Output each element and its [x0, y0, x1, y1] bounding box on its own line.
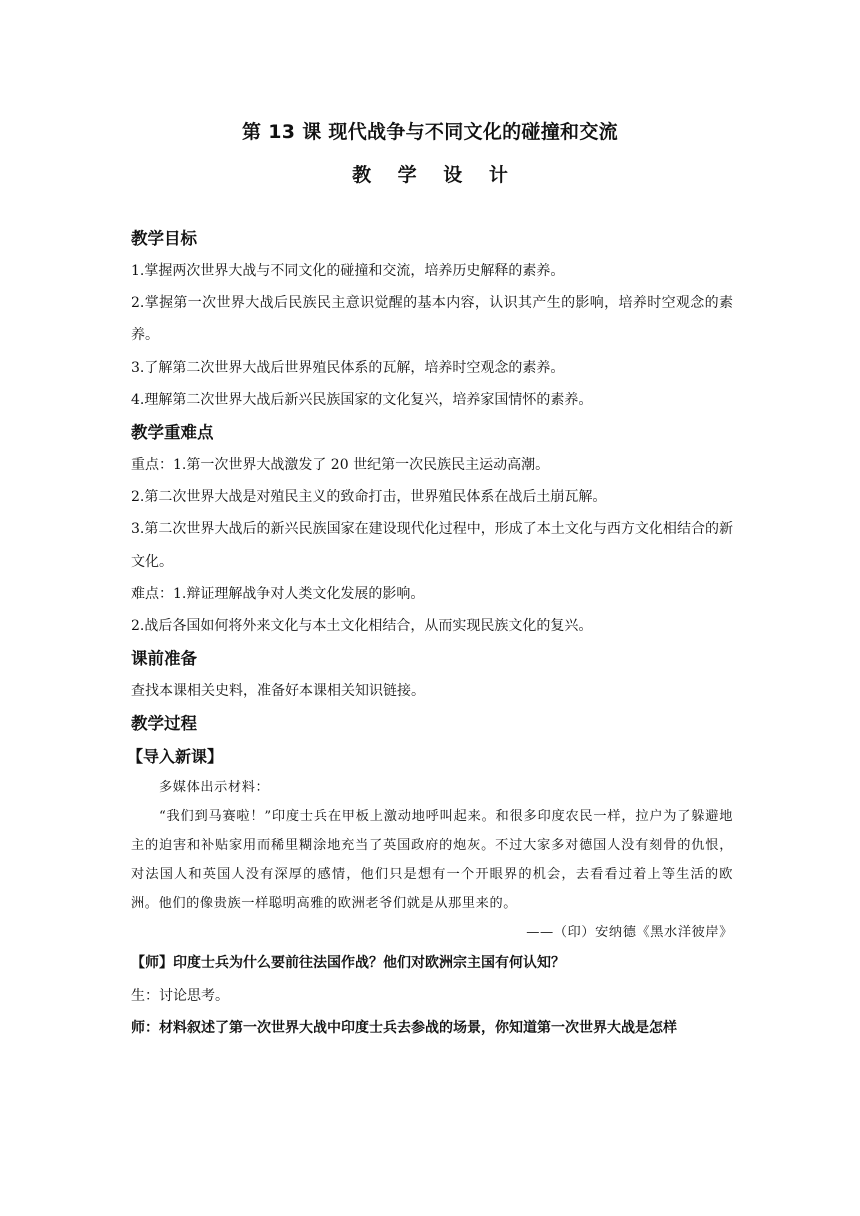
teacher-question: 【师】印度士兵为什么要前往法国作战？他们对欧洲宗主国有何认知？ — [131, 955, 565, 972]
key-point-item: 2.战后各国如何将外来文化与本土文化相结合，从而实现民族文化的复兴。 — [131, 618, 593, 635]
key-point-item: 2.第二次世界大战是对殖民主义的致命打击，世界殖民体系在战后土崩瓦解。 — [131, 489, 607, 506]
preparation-text: 查找本课相关史料，准备好本课相关知识链接。 — [131, 683, 425, 700]
preparation-heading: 课前准备 — [131, 649, 197, 669]
key-points-heading: 教学重难点 — [131, 423, 214, 443]
objectives-heading: 教学目标 — [131, 229, 197, 248]
source-quote: “我们到马赛啦！”印度士兵在甲板上激动地呼叫起来。和很多印度农民一样，拉户为了躲避地主的迫害和补贴家用而稀里糊涂地充当了英国政府的炮灰。不过大家多对德国人没有刻骨的仇恨，对法国人和英国人没有深厚的感情，他们只是想有一个开眼界的机会，去看看过着上等生活的欧洲。他们的像贵族一样聪明高雅的欧洲老爷们就是从那里来的。 — [131, 809, 733, 912]
objective-item: 3.了解第二次世界大战后世界殖民体系的瓦解，培养时空观念的素养。 — [131, 359, 565, 376]
teacher-statement: 师：材料叙述了第一次世界大战中印度士兵去参战的场景，你知道第一次世界大战是怎样 — [131, 1019, 677, 1036]
intro-heading: 【导入新课】 — [127, 747, 224, 767]
objective-item: 1.掌握两次世界大战与不同文化的碰撞和交流，培养历史解释的素养。 — [131, 263, 565, 279]
process-heading: 教学过程 — [131, 714, 197, 734]
objective-item: 4.理解第二次世界大战后新兴民族国家的文化复兴，培养家国情怀的素养。 — [131, 391, 593, 408]
key-point-item: 难点：1.辩证理解战争对人类文化发展的影响。 — [131, 585, 425, 602]
document-subtitle: 教 学 设 计 — [352, 164, 518, 186]
quote-source: ——（印）安纳德《黑水洋彼岸》 — [526, 925, 733, 941]
key-point-item: 重点：1.第一次世界大战激发了 20 世纪第一次民族民主运动高潮。 — [131, 457, 550, 474]
material-intro: 多媒体出示材料： — [159, 780, 270, 796]
document-title: 第 13 课 现代战争与不同文化的碰撞和交流 — [242, 121, 618, 143]
objective-item: 2.掌握第一次世界大战后民族民主意识觉醒的基本内容，认识其产生的影响，培养时空观念的素养。 — [131, 295, 733, 344]
student-answer: 生：讨论思考。 — [131, 987, 229, 1004]
key-point-item: 3.第二次世界大战后的新兴民族国家在建设现代化过程中，形成了本土文化与西方文化相结合的新文化。 — [131, 521, 733, 570]
document-body — [127, 222, 733, 1044]
